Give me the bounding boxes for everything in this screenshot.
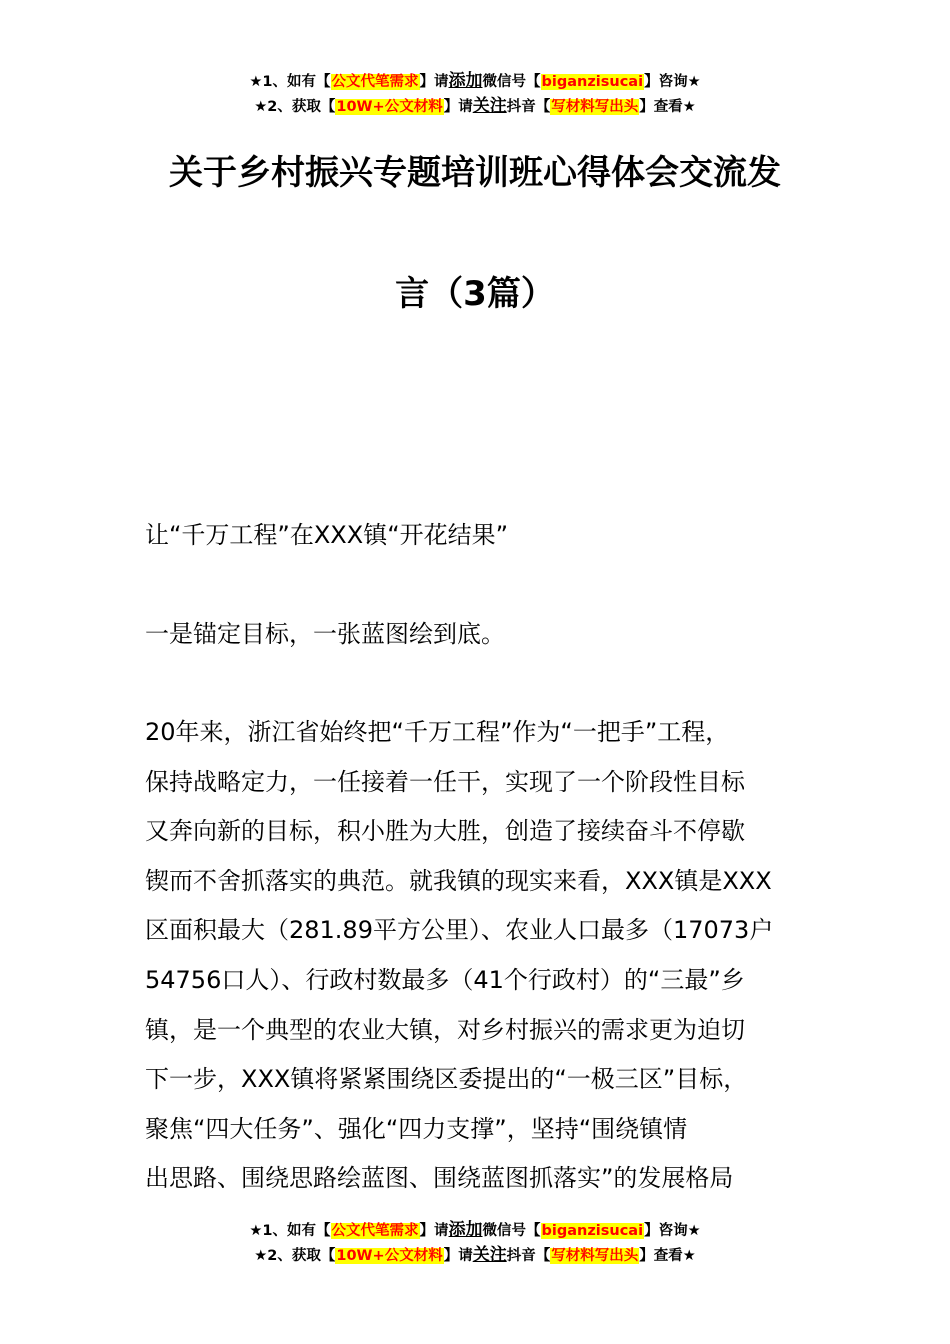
banner-text: 】请 xyxy=(419,1223,449,1239)
banner-text: 】咨询★ xyxy=(644,1223,701,1239)
banner-line-2 xyxy=(0,94,950,119)
banner-text: 】咨询★ xyxy=(644,74,701,90)
banner-text: 】请 xyxy=(443,1248,473,1264)
paragraph-line: 锲而不舍抓落实的典范。就我镇的现实来看，XXX镇是XXX xyxy=(145,866,772,895)
banner-text: 抖音【 xyxy=(506,99,551,115)
highlight-service: 公文代笔需求 xyxy=(331,1223,419,1239)
banner-text: 】请 xyxy=(419,74,449,90)
banner-text: ★1、如有【 xyxy=(249,74,331,90)
paragraph-line: 下一步，XXX镇将紧紧围绕区委提出的“一极三区”目标， xyxy=(145,1065,748,1094)
paragraph-line: 出思路、围绕思路绘蓝图、围绕蓝图抓落实”的发展格局 xyxy=(145,1164,734,1193)
highlight-materials: 10W+公文材料 xyxy=(336,99,443,115)
highlight-douyin: 写材料写出头 xyxy=(551,99,639,115)
banner-emphasis: 添加 xyxy=(448,71,483,91)
body-paragraph xyxy=(145,708,835,1204)
banner-text: 】查看★ xyxy=(639,1248,696,1264)
header-banner xyxy=(0,69,950,119)
banner-line-2 xyxy=(0,1243,950,1268)
section-subtitle: 让“千万工程”在XXX镇“开花结果” xyxy=(145,521,509,549)
paragraph-line: 区面积最大（281.89平方公里）、农业人口最多（17073户 xyxy=(145,916,774,945)
banner-line-1 xyxy=(0,69,950,94)
paragraph-line: 20年来，浙江省始终把“千万工程”作为“一把手”工程， xyxy=(145,718,730,746)
banner-text: 】请 xyxy=(443,99,473,115)
banner-text: 抖音【 xyxy=(506,1248,551,1264)
banner-text: ★2、获取【 xyxy=(254,1248,336,1264)
banner-text: 微信号【 xyxy=(482,74,541,90)
paragraph-line: 又奔向新的目标，积小胜为大胜，创造了接续奋斗不停歇 xyxy=(145,817,745,846)
highlight-materials: 10W+公文材料 xyxy=(336,1248,443,1264)
highlight-douyin: 写材料写出头 xyxy=(551,1248,639,1264)
highlight-wechat-id: biganzisucai xyxy=(541,74,644,90)
banner-emphasis: 关注 xyxy=(472,1245,507,1265)
paragraph-line: 聚焦“四大任务”、强化“四力支撑”，坚持“围绕镇情 xyxy=(145,1114,688,1143)
banner-text: 】查看★ xyxy=(639,99,696,115)
paragraph-line: 保持战略定力，一任接着一任干，实现了一个阶段性目标 xyxy=(145,767,745,796)
banner-emphasis: 关注 xyxy=(472,96,507,116)
footer-banner xyxy=(0,1218,950,1268)
document-title-line-2: 言（3篇） xyxy=(395,274,555,314)
paragraph-line: 54756口人）、行政村数最多（41个行政村）的“三最”乡 xyxy=(145,965,745,994)
highlight-service: 公文代笔需求 xyxy=(331,74,419,90)
paragraph-line: 镇，是一个典型的农业大镇，对乡村振兴的需求更为迫切 xyxy=(145,1015,745,1044)
banner-text: ★2、获取【 xyxy=(254,99,336,115)
highlight-wechat-id: biganzisucai xyxy=(541,1223,644,1239)
banner-line-1 xyxy=(0,1218,950,1243)
point-heading: 一是锚定目标，一张蓝图绘到底。 xyxy=(145,620,505,648)
banner-emphasis: 添加 xyxy=(448,1220,483,1240)
banner-text: 微信号【 xyxy=(482,1223,541,1239)
document-title-line-1: 关于乡村振兴专题培训班心得体会交流发 xyxy=(169,153,781,193)
banner-text: ★1、如有【 xyxy=(249,1223,331,1239)
